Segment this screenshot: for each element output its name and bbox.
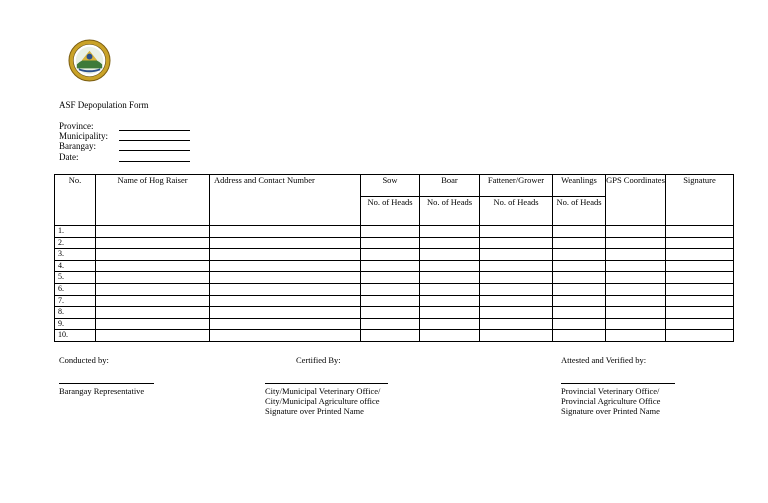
table-cell[interactable] — [553, 260, 606, 272]
row-number: 2. — [55, 237, 96, 249]
municipality-label: Municipality: — [59, 131, 108, 141]
row-number: 6. — [55, 283, 96, 295]
table-cell[interactable] — [96, 272, 210, 284]
prov-office-line3: Signature over Printed Name — [561, 406, 660, 416]
header-name: Name of Hog Raiser — [96, 175, 210, 226]
table-row — [55, 330, 734, 342]
header-boar: Boar — [420, 175, 480, 197]
table-cell[interactable] — [420, 260, 480, 272]
subheader-weanlings-heads: No. of Heads — [553, 197, 606, 226]
table-cell[interactable] — [606, 295, 666, 307]
table-cell[interactable] — [420, 272, 480, 284]
table-cell[interactable] — [480, 318, 553, 330]
subheader-fattener-heads: No. of Heads — [480, 197, 553, 226]
table-cell[interactable] — [96, 283, 210, 295]
table-cell[interactable] — [420, 237, 480, 249]
form-title: ASF Depopulation Form — [59, 100, 149, 110]
table-cell[interactable] — [210, 272, 361, 284]
table-cell[interactable] — [480, 330, 553, 342]
attested-by-label: Attested and Verified by: — [561, 355, 647, 365]
table-cell[interactable] — [666, 283, 734, 295]
table-cell[interactable] — [210, 295, 361, 307]
header-sow: Sow — [361, 175, 420, 197]
table-cell[interactable] — [606, 249, 666, 261]
table-cell[interactable] — [553, 307, 606, 319]
row-number: 1. — [55, 226, 96, 238]
barangay-field[interactable] — [59, 141, 199, 152]
table-cell[interactable] — [420, 295, 480, 307]
table-cell[interactable] — [361, 330, 420, 342]
table-cell[interactable] — [606, 318, 666, 330]
certified-by-label: Certified By: — [296, 355, 341, 365]
table-cell[interactable] — [553, 249, 606, 261]
table-cell[interactable] — [480, 307, 553, 319]
table-cell[interactable] — [553, 318, 606, 330]
table-cell[interactable] — [361, 283, 420, 295]
table-cell[interactable] — [606, 283, 666, 295]
barangay-rep-signature-line[interactable] — [59, 383, 154, 384]
table-cell[interactable] — [96, 226, 210, 238]
table-cell[interactable] — [210, 260, 361, 272]
row-number: 3. — [55, 249, 96, 261]
table-cell[interactable] — [361, 307, 420, 319]
official-seal-logo — [68, 39, 111, 82]
table-cell[interactable] — [361, 249, 420, 261]
row-number: 5. — [55, 272, 96, 284]
vet-office-signature-line[interactable] — [265, 383, 388, 384]
table-cell[interactable] — [210, 307, 361, 319]
subheader-sow-heads: No. of Heads — [361, 197, 420, 226]
table-cell[interactable] — [420, 226, 480, 238]
table-cell[interactable] — [480, 260, 553, 272]
table-row — [55, 318, 734, 330]
header-weanlings: Weanlings — [553, 175, 606, 197]
table-cell[interactable] — [666, 330, 734, 342]
table-cell[interactable] — [210, 330, 361, 342]
table-cell[interactable] — [553, 272, 606, 284]
table-cell[interactable] — [210, 249, 361, 261]
table-cell[interactable] — [420, 307, 480, 319]
table-cell[interactable] — [361, 226, 420, 238]
prov-office-signature-line[interactable] — [561, 383, 675, 384]
table-cell[interactable] — [96, 237, 210, 249]
table-cell[interactable] — [666, 226, 734, 238]
table-row — [55, 272, 734, 284]
table-cell[interactable] — [666, 260, 734, 272]
table-cell[interactable] — [480, 272, 553, 284]
table-cell[interactable] — [420, 283, 480, 295]
header-signature: Signature — [666, 175, 734, 226]
table-cell[interactable] — [420, 249, 480, 261]
table-cell[interactable] — [666, 318, 734, 330]
prov-office-line2: Provincial Agriculture Office — [561, 396, 661, 406]
table-cell[interactable] — [606, 237, 666, 249]
table-cell[interactable] — [480, 237, 553, 249]
table-cell[interactable] — [210, 237, 361, 249]
table-row — [55, 283, 734, 295]
table-row — [55, 226, 734, 238]
row-number: 10. — [55, 330, 96, 342]
table-cell[interactable] — [210, 283, 361, 295]
table-cell[interactable] — [606, 330, 666, 342]
table-cell[interactable] — [606, 307, 666, 319]
table-cell[interactable] — [666, 307, 734, 319]
row-number: 8. — [55, 307, 96, 319]
table-cell[interactable] — [553, 237, 606, 249]
vet-office-line3: Signature over Printed Name — [265, 406, 364, 416]
conducted-by-label: Conducted by: — [59, 355, 109, 365]
table-cell[interactable] — [553, 330, 606, 342]
table-cell[interactable] — [361, 260, 420, 272]
table-cell[interactable] — [480, 226, 553, 238]
table-cell[interactable] — [553, 226, 606, 238]
table-cell[interactable] — [96, 330, 210, 342]
table-cell[interactable] — [96, 249, 210, 261]
table-cell[interactable] — [553, 283, 606, 295]
header-fattener: Fattener/Grower — [480, 175, 553, 197]
table-cell[interactable] — [480, 295, 553, 307]
barangay-rep-label: Barangay Representative — [59, 386, 145, 396]
table-cell[interactable] — [96, 260, 210, 272]
table-cell[interactable] — [420, 318, 480, 330]
barangay-input-line[interactable] — [119, 150, 190, 151]
table-cell[interactable] — [553, 295, 606, 307]
date-field[interactable] — [59, 152, 199, 163]
row-number: 4. — [55, 260, 96, 272]
table-row — [55, 260, 734, 272]
table-row — [55, 295, 734, 307]
table-cell[interactable] — [606, 272, 666, 284]
table-cell[interactable] — [96, 295, 210, 307]
table-cell[interactable] — [480, 283, 553, 295]
header-gps: GPS Coordinates — [606, 175, 666, 226]
subheader-boar-heads: No. of Heads — [420, 197, 480, 226]
row-number: 9. — [55, 318, 96, 330]
header-no: No. — [55, 175, 96, 226]
table-cell[interactable] — [606, 226, 666, 238]
date-input-line[interactable] — [119, 161, 190, 162]
table-cell[interactable] — [96, 307, 210, 319]
depopulation-table — [54, 174, 734, 342]
table-row — [55, 307, 734, 319]
table-cell[interactable] — [361, 272, 420, 284]
table-cell[interactable] — [361, 318, 420, 330]
table-cell[interactable] — [420, 330, 480, 342]
table-cell[interactable] — [480, 249, 553, 261]
table-cell[interactable] — [666, 272, 734, 284]
table-cell[interactable] — [666, 295, 734, 307]
date-label: Date: — [59, 152, 79, 162]
barangay-label: Barangay: — [59, 141, 96, 151]
table-cell[interactable] — [666, 237, 734, 249]
table-cell[interactable] — [666, 249, 734, 261]
vet-office-line2: City/Municipal Agriculture office — [265, 396, 380, 406]
table-row — [55, 237, 734, 249]
province-label: Province: — [59, 121, 94, 131]
prov-office-line1: Provincial Veterinary Office/ — [561, 386, 660, 396]
row-number: 7. — [55, 295, 96, 307]
table-cell[interactable] — [96, 318, 210, 330]
table-cell[interactable] — [361, 295, 420, 307]
table-cell[interactable] — [210, 318, 361, 330]
table-row — [55, 249, 734, 261]
header-address: Address and Contact Number — [210, 175, 361, 226]
vet-office-line1: City/Municipal Veterinary Office/ — [265, 386, 381, 396]
table-cell[interactable] — [606, 260, 666, 272]
table-cell[interactable] — [361, 237, 420, 249]
table-cell[interactable] — [210, 226, 361, 238]
